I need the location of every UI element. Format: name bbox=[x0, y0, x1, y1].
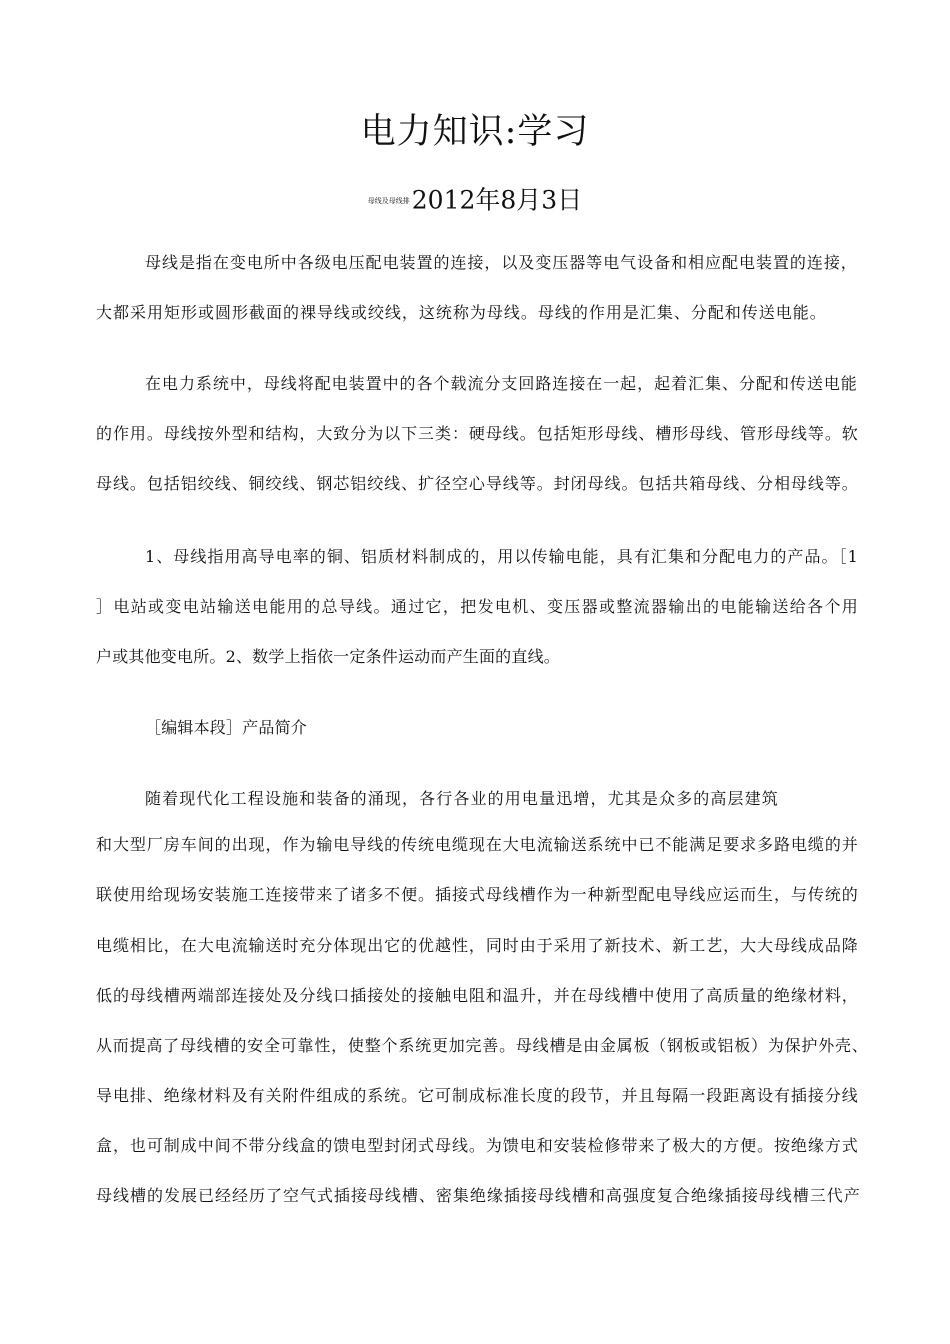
dateline-small-label: 母线及母线排 bbox=[367, 196, 410, 205]
paragraph-5-line-4: 电缆相比，在大电流输送时充分体现出它的优越性，同时由于采用了新技术、新工艺，大大母线成品降 bbox=[96, 936, 858, 955]
paragraph-2-line-1: 在电力系统中，母线将配电装置中的各个载流分支回路连接在一起，起着汇集、分配和传送电能 bbox=[145, 374, 857, 393]
paragraph-5-line-1: 随着现代化工程设施和装备的涌现，各行各业的用电量迅增，尤其是众多的高层建筑 bbox=[145, 789, 778, 808]
paragraph-2-line-3: 母线。包括铝绞线、铜绞线、钢芯铝绞线、扩径空心导线等。封闭母线。包括共箱母线、分相母线等。 bbox=[96, 474, 858, 493]
dateline bbox=[0, 180, 950, 221]
paragraph-1-line-1: 母线是指在变电所中各级电压配电装置的连接，以及变压器等电气设备和相应配电装置的连接， bbox=[145, 253, 857, 272]
section-heading: ［编辑本段］产品简介 bbox=[145, 718, 308, 737]
paragraph-5-line-5: 低的母线槽两端部连接处及分线口插接处的接触电阻和温升，并在母线槽中使用了高质量的绝缘材料， bbox=[96, 986, 858, 1005]
paragraph-5-line-6: 从而提高了母线槽的安全可靠性，使整个系统更加完善。母线槽是由金属板（钢板或铝板）为保护外壳、 bbox=[96, 1036, 868, 1055]
paragraph-3-line-3: 户或其他变电所。2、数学上指依一定条件运动而产生面的直线。 bbox=[96, 647, 560, 666]
paragraph-3-line-1: 1、母线指用高导电率的铜、铝质材料制成的，用以传输电能，具有汇集和分配电力的产品。［1 bbox=[145, 547, 858, 566]
paragraph-5-line-3: 联使用给现场安装施工连接带来了诸多不便。插接式母线槽作为一种新型配电导线应运而生，与传统的 bbox=[96, 885, 858, 904]
paragraph-5-line-2: 和大型厂房车间的出现，作为输电导线的传统电缆现在大电流输送系统中已不能满足要求多路电缆的并 bbox=[96, 835, 858, 854]
paragraph-2-line-2: 的作用。母线按外型和结构，大致分为以下三类：硬母线。包括矩形母线、槽形母线、管形母线等。软 bbox=[96, 424, 858, 443]
paragraph-5-line-9: 母线槽的发展已经经历了空气式插接母线槽、密集绝缘插接母线槽和高强度复合绝缘插接母线槽三代产 bbox=[96, 1186, 860, 1205]
document-title: 电力知识:学习 bbox=[360, 112, 590, 152]
paragraph-1-line-2: 大都采用矩形或圆形截面的裸导线或绞线，这统称为母线。母线的作用是汇集、分配和传送电能。 bbox=[96, 303, 826, 322]
document-date: 2012年8月3日 bbox=[411, 185, 583, 215]
paragraph-3-line-2: ］电站或变电站输送电能用的总导线。通过它，把发电机、变压器或整流器输出的电能输送给各个用 bbox=[96, 597, 858, 616]
paragraph-5-line-7: 导电排、绝缘材料及有关附件组成的系统。它可制成标准长度的段节，并且每隔一段距离设有插接分线 bbox=[96, 1086, 858, 1105]
paragraph-5-line-8: 盒，也可制成中间不带分线盒的馈电型封闭式母线。为馈电和安装检修带来了极大的方便。按绝缘方式 bbox=[96, 1136, 858, 1155]
